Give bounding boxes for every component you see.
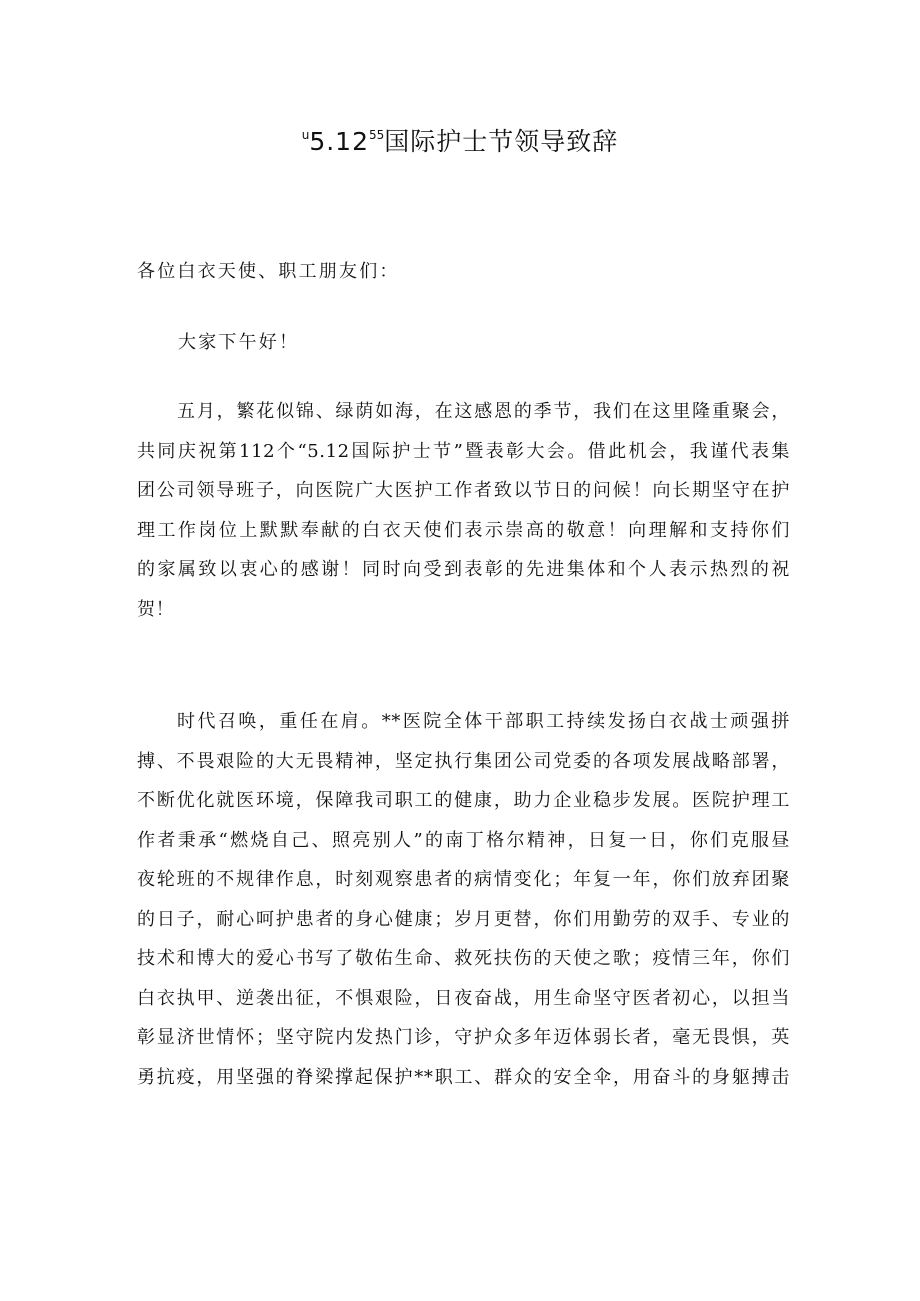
paragraph-line: 白衣执甲、逆袭出征，不惧艰险，日夜奋战，用生命坚守医者初心，以担当: [137, 987, 790, 1009]
paragraph-line: 的家属致以衷心的感谢！同时向受到表彰的先进集体和个人表示热烈的祝: [137, 559, 790, 580]
paragraph-2: [137, 702, 790, 1097]
paragraph-line: 团公司领导班子，向医院广大医护工作者致以节日的问候！向长期坚守在护: [137, 480, 790, 501]
paragraph-line: 不断优化就医环境，保障我司职工的健康，助力企业稳步发展。医院护理工: [137, 790, 790, 811]
paragraph-1: [137, 392, 790, 629]
title-prefix-mark: u: [301, 128, 310, 142]
greeting: 大家下午好！: [178, 332, 300, 353]
paragraph-line: 共同庆祝第112个“5.12国际护士节”暨表彰大会。借此机会，我谨代表集: [137, 440, 790, 462]
document-title: [0, 118, 920, 159]
title-text: 国际护士节领导致辞: [384, 127, 619, 156]
paragraph-line: 时代召唤，重任在肩。**医院全体干部职工持续发扬白衣战士顽强拼: [177, 711, 790, 732]
paragraph-line: 搏、不畏艰险的大无畏精神，坚定执行集团公司党委的各项发展战略部署，: [137, 750, 790, 772]
title-number: 5.12: [309, 127, 369, 156]
paragraph-line: 作者秉承“燃烧自己、照亮别人”的南丁格尔精神，日复一日，你们克服昼: [137, 829, 790, 851]
paragraph-line: 勇抗疫，用坚强的脊梁撑起保护**职工、群众的安全伞，用奋斗的身躯搏击: [137, 1066, 790, 1088]
paragraph-line: 技术和博大的爱心书写了敬佑生命、救死扶伤的天使之歌；疫情三年，你们: [137, 948, 790, 969]
title-suffix-mark: 55: [368, 128, 385, 142]
paragraph-line: 的日子，耐心呵护患者的身心健康；岁月更替，你们用勤劳的双手、专业的: [137, 908, 790, 930]
salutation: 各位白衣天使、职工朋友们：: [137, 261, 400, 282]
paragraph-line: 五月，繁花似锦、绿荫如海，在这感恩的季节，我们在这里隆重聚会，: [177, 401, 790, 422]
paragraph-line: 理工作岗位上默默奉献的白衣天使们表示崇高的敬意！向理解和支持你们: [137, 519, 790, 541]
paragraph-line: 夜轮班的不规律作息，时刻观察患者的病情变化；年复一年，你们放弃团聚: [137, 869, 790, 890]
paragraph-line: 彰显济世情怀；坚守院内发热门诊，守护众多年迈体弱长者，毫无畏惧，英: [137, 1027, 790, 1048]
paragraph-line: 贺！: [137, 598, 175, 620]
